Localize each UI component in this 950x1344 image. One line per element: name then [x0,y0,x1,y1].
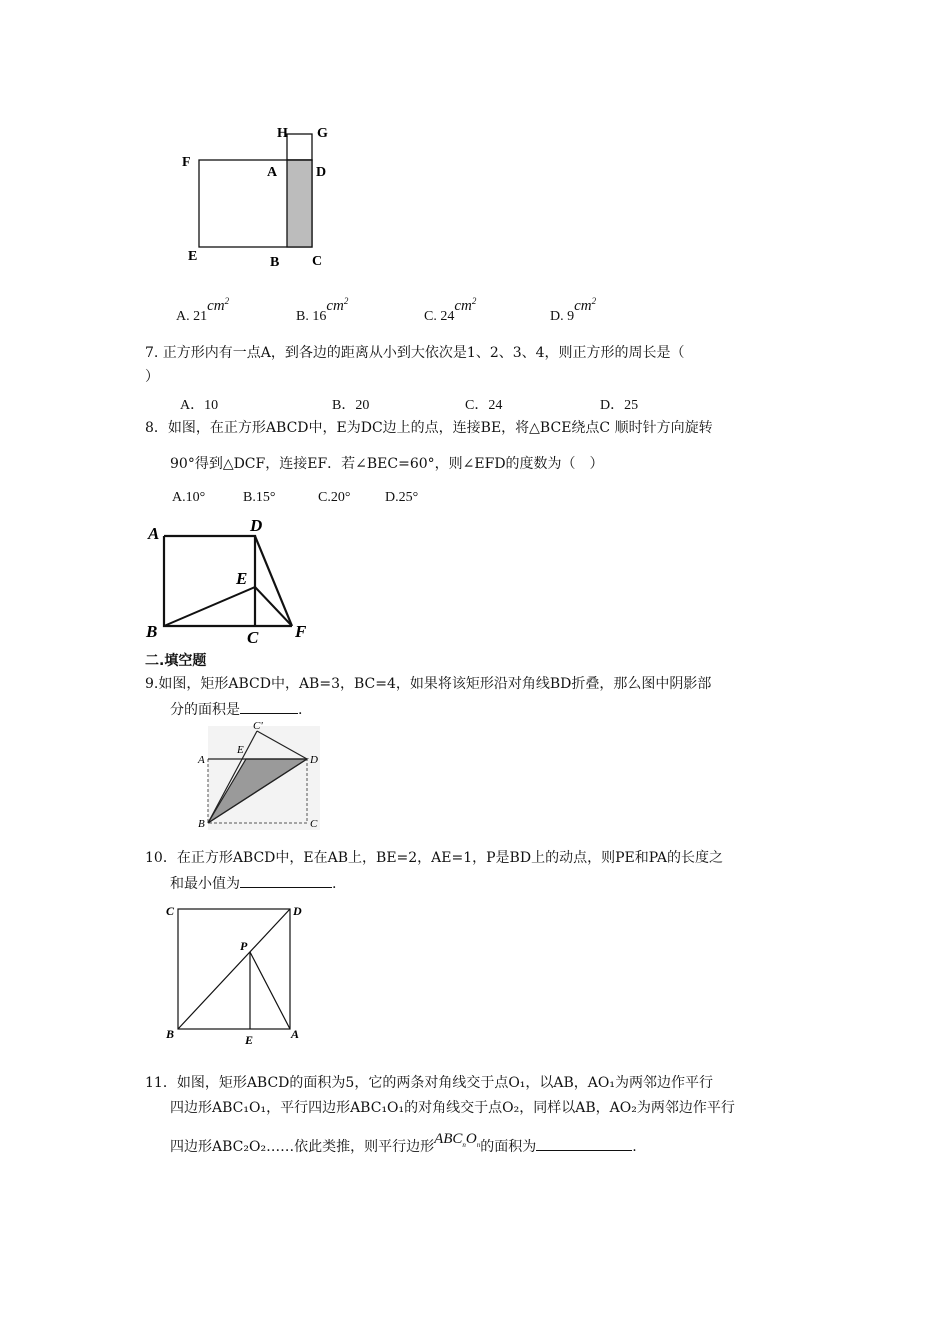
label-c: C [247,628,259,647]
q8-stem-line2: 90°得到△DCF，连接EF．若∠BEC=60°，则∠EFD的度数为（ ） [170,456,604,472]
label-d: D [250,516,263,535]
q8-option-a: A.10° [172,490,206,505]
label-e: E [245,1033,254,1047]
q11-stem-line2: 四边形ABC₁O₁，平行四边形ABC₁O₁的对角线交于点O₂，同样以AB，AO₂为两邻边作平行 [170,1100,735,1116]
q7-option-b: B．20 [332,398,370,413]
q8-stem-line1: 8．如图，在正方形ABCD中，E为DC边上的点，连接BE，将△BCE绕点C 顺时针方向旋转 [145,420,713,436]
label-e: E [237,744,244,756]
segment-be [164,587,255,626]
figure-q8-square [142,514,322,649]
q11-answer-blank[interactable] [536,1136,632,1151]
label-b: B [146,622,158,641]
q8-option-c: C.20° [318,490,351,505]
q7-option-d: D．25 [600,398,639,413]
label-a: A [198,754,205,766]
q6-option-d: D. $9cm^2$ [550,296,597,324]
segment-df [255,536,292,626]
label-f: F [295,622,307,641]
figure-q10-square [162,898,312,1048]
q11-stem-line3: 四边形ABC₂O₂……依此类推，则平行边形$ABC_nO_n$的面积为 . [170,1131,637,1155]
q10-stem-line1: 10．在正方形ABCD中，E在AB上，BE=2，AE=1，P是BD上的动点，则PE和PA的长度之 [145,850,723,866]
label-b: B [270,255,280,270]
segment-pa [250,952,290,1029]
q9-stem-line2: 分的面积是 . [170,699,302,720]
label-f: F [182,155,191,170]
math-abcnon: $ABC_nO_n$ [434,1131,481,1149]
q7-option-a: A．10 [180,398,219,413]
label-p: P [240,939,248,953]
label-a: A [148,524,160,543]
segment-ef [255,587,292,626]
label-c: C [312,254,323,269]
label-e: E [188,249,198,264]
q7-option-c: C．24 [465,398,503,413]
label-b: B [198,818,205,830]
q6-option-a: A. $21cm^2$ [176,296,230,324]
label-h: H [277,126,288,141]
label-c: C [310,818,318,830]
q7-stem-cont: ） [145,369,159,385]
q10-answer-blank[interactable] [240,873,332,888]
label-d: D [293,904,302,918]
label-b: B [166,1027,175,1041]
q11-stem-line1: 11．如图，矩形ABCD的面积为5，它的两条对角线交于点O₁，以AB，AO₁为两邻边作平行 [145,1075,714,1091]
label-d: D [310,754,318,766]
square-hgda [287,134,312,160]
section-heading-fill-in: 二.填空题 [145,653,207,669]
label-a: A [291,1027,300,1041]
label-e: E [236,569,248,588]
shaded-strip [287,160,312,247]
diagonal-bd [178,909,290,1029]
figure-q6-rectangles [175,120,345,275]
q6-option-b: B. $16cm^2$ [296,296,349,324]
q8-option-b: B.15° [243,490,276,505]
label-a: A [267,165,278,180]
q6-option-c: C. $24cm^2$ [424,296,477,324]
label-g: G [317,126,328,141]
label-d: D [316,165,327,180]
figure-q9-folded-rectangle [195,717,325,832]
label-c-prime: C' [253,720,263,732]
q8-option-d: D.25° [385,490,419,505]
q10-stem-line2: 和最小值为 . [170,873,336,894]
q9-answer-blank[interactable] [240,699,298,714]
q9-stem-line1: 9.如图，矩形ABCD中，AB=3，BC=4，如果将该矩形沿对角线BD折叠，那么图中阴影部 [145,676,712,692]
label-c: C [166,904,175,918]
q7-stem: 7. 正方形内有一点A，到各边的距离从小到大依次是1、2、3、4，则正方形的周长是（ [145,345,685,361]
